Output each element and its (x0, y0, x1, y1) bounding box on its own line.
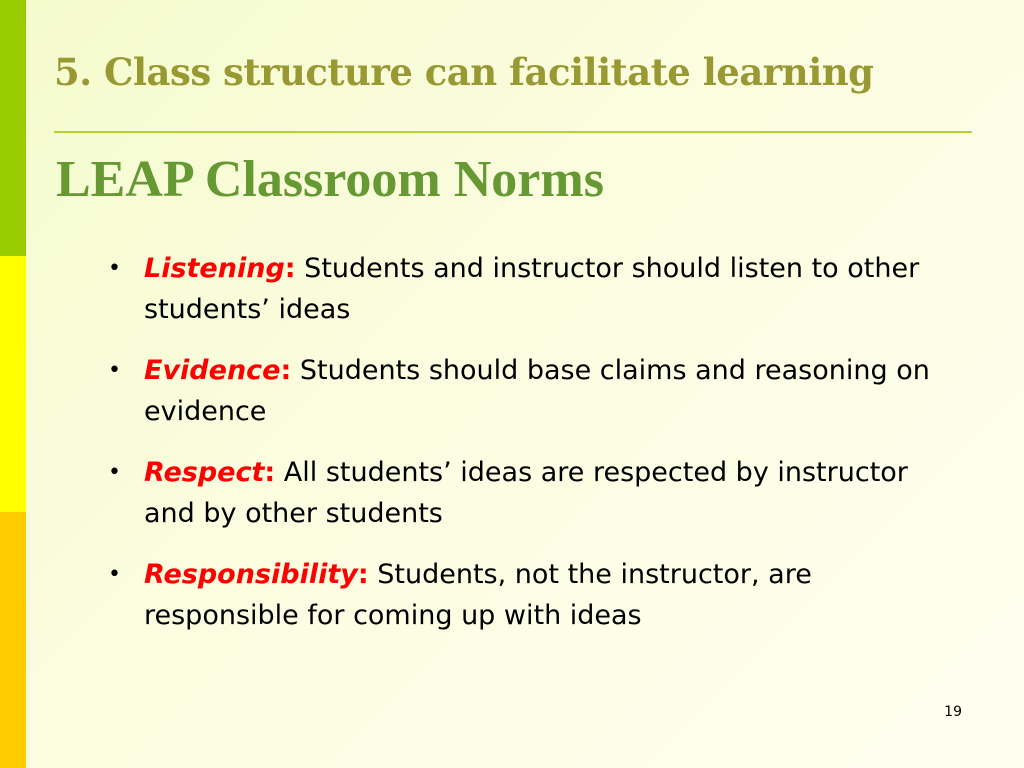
norm-description: Students should base claims and reasoning on evidence (144, 355, 930, 427)
norm-colon: : (284, 253, 296, 284)
norm-term: Respect (144, 457, 265, 488)
norm-description: Students and instructor should listen to other students’ ideas (144, 253, 920, 325)
norm-description: All students’ ideas are respected by instructor and by other students (144, 457, 908, 529)
norm-term: Listening (144, 253, 285, 284)
norm-item-listening (108, 248, 958, 330)
norm-item-evidence (108, 350, 958, 432)
norm-item-respect (108, 452, 958, 534)
norm-colon: : (357, 559, 369, 590)
slide-title: 5. Class structure can facilitate learning (54, 50, 874, 94)
sidebar-accent-bottom (0, 512, 26, 768)
norm-item-responsibility (108, 554, 958, 636)
norm-colon: : (264, 457, 276, 488)
sidebar-accent-middle (0, 256, 26, 512)
sidebar-accent-top (0, 0, 26, 256)
norm-term: Evidence (144, 355, 281, 386)
page-number: 19 (944, 704, 962, 720)
bullet-icon: • (108, 358, 121, 383)
norm-term: Responsibility (144, 559, 358, 590)
bullet-icon: • (108, 562, 121, 587)
norms-list (108, 248, 958, 656)
norm-colon: : (280, 355, 292, 386)
bullet-icon: • (108, 460, 121, 485)
title-divider (54, 131, 972, 133)
norm-description: Students, not the instructor, are responsible for coming up with ideas (144, 559, 812, 631)
bullet-icon: • (108, 256, 121, 281)
slide-subtitle: LEAP Classroom Norms (56, 151, 604, 208)
